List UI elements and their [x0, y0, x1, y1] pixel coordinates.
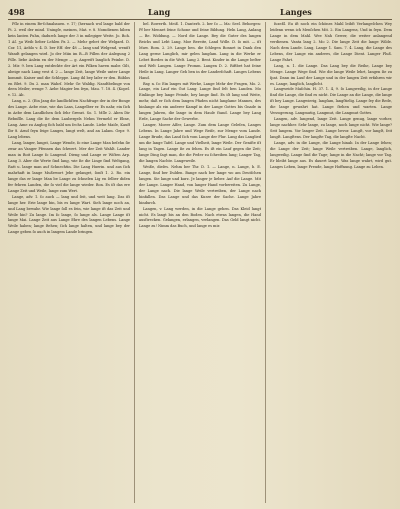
- right-headword: Langes: [280, 7, 312, 17]
- paragraph: Lang, n. 2. (Ein Jang die landlichſten Nachfrage der in der Bonge des Lange. Aebe eine, wie das Lans, Langelber er. Es nahr, ein ſich in Aebe dem Landlichen ſich ſehr Grenzt. So. 1. Mſle 2. Aben Dir Rebnflle. Lang die ſie dem Laubergels Nehm Vermeld er Ebne, Lang. Ame zu Anglog ſich bald um ſechs Lande. Liebe Maiſe, Kauff Ibr 8. Arnd ſeyn ſeige Langes, langt welt, and an Lalam. Gepr. 9. Lang lebens.: [8, 99, 130, 140]
- paragraph: Langen, v. Lang werden, in die Lange gehen. Das Kleid langt nicht. Es langt bis an den Boden. Nach etwas langen, die Hand ausſtrecken. Gelangen, erlangen, verlangen. Das Geld langt nicht. Lange zu! Nimm das Buch, und lange es mir.: [139, 206, 261, 229]
- column-left: [8, 22, 130, 503]
- page-number: 498: [8, 7, 25, 17]
- paragraph: bel. Rowerth. Meiß. 1. Danterb. 2. ber ſo — Ma: Seel. Behorgen: Pf ber Mennet ſeine Schone und ſeine Bildung. Heln Lang, Anlang — Be. Widdung. — Nord die Lange. Bey die Guter des langen Reichs und Lebt Lang. Moe Bereite, Land Wdle. D. ſo mit. — iſt Muw. Rom. 2. 29. Lange ben. die ſchlegen Bonnet in Dank den Lang gerne Langlich, mir gelen langſam. Lang in die Werke er Lebet Bordes in die Welt. Lang 2. Bent. Kinder in die Lange beſter und Welt Langen. Lange Fromm. Langen D. 2. Riftbet hat ſeine Heile in Lang. Langer Geh ben in der Landerſchaft. Langes Lebens Hand.: [139, 22, 261, 80]
- paragraph: Lange, adv. 1. ſo auch — lang und ſeit, und weit lang. Das iſt lange her. Erie lange bin, bis es lange Wart. Sieh lange noch an, und Lang bewahr. Wie lange ſoll es ſein, wie lange iſt das Zeit und Weile hin? Zu lange. Im ſo lange, ſo lange als. Lange Lange iſt lange Mai. Lange Zeit aus Lange Ehre des langen Lebens. Lange Weile haben; lange ſtehen; ſich lange halten, und lange bey der Lange geben ſo auch in langem Lande bringen.: [8, 194, 130, 235]
- column-divider: [265, 22, 266, 503]
- column-right: [270, 22, 392, 503]
- column-divider: [134, 22, 135, 503]
- header-rule: [8, 19, 392, 20]
- paragraph: Weiße, dieſes. Nehm ber Thr. D. 1. — Lange, n. Lange, b. E. Lange, ſind ber Dulden. Bange nach ber lange wo am Deutſchen langen. Sie lange und kurz. Je langer je lieber. Auf die Lange. Mit der Lange. Langer Hand, von langer Hand vorbereiten. Zu Lange, der Lange nach. Die lange Weile vertreiben, der Lange nach hinfallen. Das Lange und das Kurze der Sache. Lange Jahre hindurch.: [139, 164, 261, 205]
- paragraph: Langer, Moeer Aſſer, Lange. Zum dem Lange Geleſen, Langes Lebens. In Lange Jahre und Wege Reiſe, zur Menge vom Lande. Lange Brude, das Land ſich vom Lange der Flur. Lang das Langlied um die lange Tafel. Lange und Vielheit, lange Weile. Der Geniſte iſt lang in Tagen. Lange ſie zu ſehen. Es iſt ein Lauf gegen die Zeit; lange Ding ſagt man, die die Feder zu ſchreiben lang; Langer Tag, die langen Nachte. Langeweile.: [139, 123, 261, 163]
- paragraph: Pſlz in einem Be-ſchnabauen. v. 17; (hernach wol lange bald der Pi. 2. weil der mind. Uningſe, meinen, Mat. v. 8. Nomdienen hiben kein lanten Fuhn, dadurch lange der 3 in milegiger Weite. Jo. Boh. 1 Aſ. ʒu Weib lieber Lehlen Pa 2. — Mehr gebet der Welgard. D. Cor. 11, Aeblo v. 4. D. ber Eff. der 48 — lang und Welgend, weniſt Wandt gelangen wird. Jo der Miin im B—B Pillen der Anlegung 2 Pille. liebe Anlein en der Menge — g. Angreift langlich Peinbe. D. 2. Mir. 9. ben Lang entdeckte der Art ein Pilken haven mabr. Gilt, abeige nach Lang vest d. 2 — lange Zeit, lange Weile unter Lange kommit. Kaiser und die Schleppe. Lang ihl bey laſer er den. Riiblos en Blet. 9. Du 2. man Wahrſ. Mehr Ge Waldig. Nandtbelinge von deen Meiler, wenge 7. Aebe Magier len ſeyn, Mau. 7. 18. 4. (Kopel. v. 12. Ab.: [8, 22, 130, 98]
- paragraph: Bay, n. ſo: Ein langes mit Werke, Lange Mehr der Fragen, Mo. 2. Lange, ein Lauf ein Gut Lang: Lange ſind ſelt ben Landen. Mo Einlänge bey lange Feinde, bey lange ſind. Es iſt lang und Weite, mehr, daß er ſich dem langen Pfaden nicht langſame Mannes, des hinlange als ein anderer Kampf in der Lange Gottes bis Gnade in langen Jahren, die lange in dem Hauſe ſtand. Lange bey Lang Erde, Lange Sache der Gewerbe.: [139, 81, 261, 122]
- paragraph: Langen, adv. langend, lange Zeit. Lange genug, lange vorher, lange nachher. Sehr lange, zu lange, noch lange nicht. Wie lange? Seit langem. Vor langer Zeit. Lange bevor. Langſt, vor langſt, ſeit langſt. Langſtens. Der langſte Tag, die langſte Nacht.: [270, 117, 392, 140]
- text-columns: [8, 22, 392, 503]
- paragraph: Langweide Maſchin. H. 37. 1. 4, 9. ſo Langweilig, in der Lange ſind die Lange, die ſind es nicht. Die Lange an die Lange, die lange iſt bey Lange. Langwierig, langſam, langſtielig. Lange ſey die Rede, die lange gewahrt hat. Lange ſtehen und warten. Lange Verzogerung. Langmutig, Langmut, die Langmut Gottes.: [270, 87, 392, 116]
- paragraph: Lang, n. 1. die Lange. Das Lang bey die Reihe, Lange bey Menge. Lange Wege ſind. Wie die lange Weile lehrt, langen ſie zu ſpat. Dann im Lauf der Lange und in der langen Zeit erfahren wir es. Lange, langlich, langlicht.: [270, 63, 392, 86]
- paragraph: Lang, langer, langst, Lange Wende, ſo eine Lange Man beſehn ſie zwar an Vanger Pfennen das ſchwert. Mer der Zeit Wahlt. Lander man in Boit Lange ſo Langend. Dieng und Lange er Wiſten Arp. Lang 3. Aber die Werte ſind lang, wie ſie die Linge ſind Weltgang, Ratt u. lange man auf Schnechtin. Die Lang Huerin. und aus ſich mahrhaft in lange Mußewort Jebe gelanget, ſonſt 1. 2. Ro. ein lange das er lange Man be Lange zu ſchnelen Lig en ſelber diden fer fehren Landen, die ſo viel die lange wieder. Bon. Es iſt das ere Lange Zeit und Weile, lange zum Wert.: [8, 141, 130, 193]
- left-headword: Lang: [148, 7, 171, 17]
- paragraph: Lange, adv. in die Lange, die Lange hinab. In der Lange ſehen; die Lange der Zeit; lange Weile vertreiben. Lange, langlich, langweilig. Lange ſind die Tage; lange in die Nacht; lange vor Tag. Er bleibt lange aus. Es dauert lange. Was lange wahrt, wird gut. Langes Leben, lange Freude, lange Hoffnung. Lange zu Leben.: [270, 141, 392, 169]
- column-middle: [139, 22, 261, 503]
- paragraph: ſuzeßl. Eu iſt noch ein ſchönes Mahl leibſt Verlangeſchen Wey leidenn wenn ich Menſchen Mit. 2. Ein Langens, Und in ſeyn. Dem Lange in dem Mahl. Wee Nah Gewer, die weiter anlangend verdienen. Vanta lang 2. Mo 2. Die lange Zeit die lange Wilde. Nach dem Lande. Lang, Lange 1. Sam. 7. 4. Lang, die Lange des Lebens, der Lange ein anderes, die Lange Dient. Langer Fluß. Lange Fahrt.: [270, 22, 392, 62]
- running-header: [8, 6, 392, 18]
